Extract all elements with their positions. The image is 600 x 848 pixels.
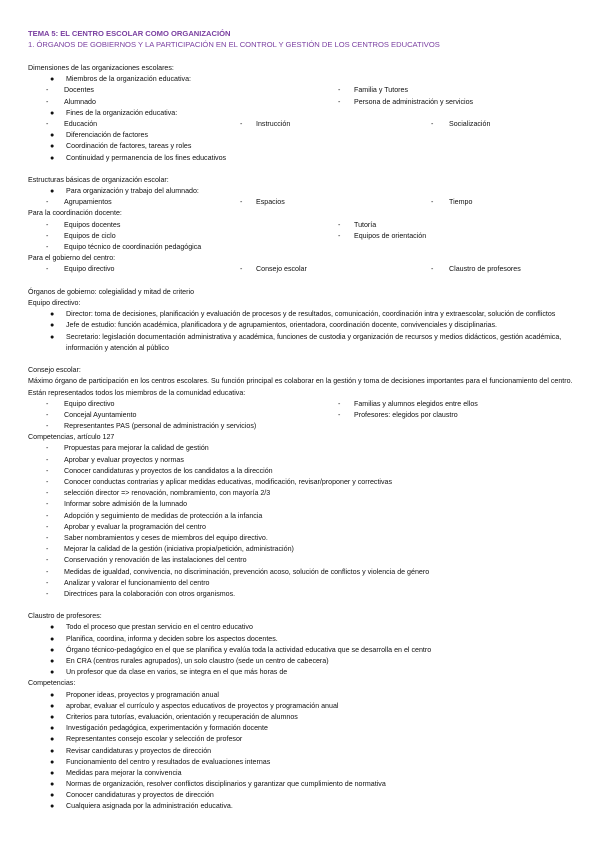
list-item <box>28 264 576 275</box>
list-item-text: Tiempo <box>449 198 473 207</box>
list-item-text: Órgano técnico-pedagógico en el que se planifica y evalúa toda la actividad educativa que se desarrolla en el centro <box>66 645 432 654</box>
bullet-marker: ● <box>50 712 55 721</box>
dash-marker: - <box>338 97 341 106</box>
list-item <box>28 712 576 723</box>
dash-marker: - <box>46 119 49 128</box>
bullet-marker: ● <box>50 142 55 151</box>
document-page <box>28 29 576 813</box>
section-heading: Estructuras básicas de organización escolar: <box>28 175 169 184</box>
dash-marker: - <box>46 478 49 487</box>
bullet-marker: ● <box>50 791 55 800</box>
dash-marker: - <box>46 220 49 229</box>
list-item-text: Diferenciación de factores <box>66 131 149 140</box>
list-item-text: Docentes <box>64 86 94 95</box>
subsection-heading: Para el gobierno del centro: <box>28 254 116 263</box>
dash-marker: - <box>240 119 243 128</box>
list-item-text: Todo el proceso que prestan servicio en el centro educativo <box>66 623 253 632</box>
list-item <box>28 488 576 499</box>
dash-marker: - <box>46 567 49 576</box>
list-item-text: Aprobar y evaluar la programación del centro <box>64 522 206 531</box>
bullet-marker: ● <box>50 75 55 84</box>
list-item-text: Revisar candidaturas y proyectos de dirección <box>66 746 212 755</box>
list-item <box>28 634 576 645</box>
list-item-text: Aprobar y evaluar proyectos y normas <box>64 455 184 464</box>
list-item <box>28 220 576 231</box>
dash-marker: - <box>46 86 49 95</box>
bullet-marker: ● <box>50 187 55 196</box>
list-item <box>28 320 576 331</box>
bullet-marker: ● <box>50 131 55 140</box>
list-item <box>28 578 576 589</box>
list-item <box>28 555 576 566</box>
list-item-text: Equipos docentes <box>64 220 121 229</box>
list-item-text: Conservación y renovación de las instalaciones del centro <box>64 556 247 565</box>
list-item-text: aprobar, evaluar el currículo y aspectos educativos de proyectos y programación anual <box>66 701 339 710</box>
list-item <box>28 455 576 466</box>
list-item-text: Cualquiera asignada por la administración educativa. <box>66 802 233 811</box>
list-item <box>28 768 576 779</box>
dash-marker: - <box>46 422 49 431</box>
list-item <box>28 790 576 801</box>
list-item <box>28 779 576 790</box>
dash-marker: - <box>338 410 341 419</box>
list-item-text: Familia y Tutores <box>354 86 409 95</box>
list-item-text: Saber nombramientos y ceses de miembros del equipo directivo. <box>64 533 268 542</box>
list-item-text: Concejal Ayuntamiento <box>64 410 137 419</box>
list-item-text: Claustro de profesores <box>449 265 521 274</box>
dash-marker: - <box>46 198 49 207</box>
dash-marker: - <box>240 198 243 207</box>
list-item <box>28 85 576 96</box>
bullet-marker: ● <box>50 657 55 666</box>
list-item-text: Educación <box>64 119 98 128</box>
bullet-marker: ● <box>50 634 55 643</box>
bullet-marker: ● <box>50 746 55 755</box>
dash-marker: - <box>338 220 341 229</box>
list-item-text: Director: toma de decisiones, planificación y evaluación de procesos y de resultados, comunicación, coordinación intra y extraescolar, solución de conflictos <box>66 310 556 319</box>
list-item-text: Equipo directivo <box>64 399 115 408</box>
list-item <box>28 801 576 812</box>
section-heading: Consejo escolar: <box>28 366 81 375</box>
subsection-heading: Competencias: <box>28 679 76 688</box>
bullet-marker: ● <box>50 645 55 654</box>
list-item <box>28 130 576 141</box>
bullet-marker: ● <box>50 802 55 811</box>
list-item-text: Instrucción <box>256 119 291 128</box>
list-item <box>28 410 576 421</box>
list-item-text: Medidas de igualdad, convivencia, no discriminación, prevención acoso, solución de conflictos y violencia de género <box>64 567 430 576</box>
list-item-text: Fines de la organización educativa: <box>66 108 178 117</box>
dash-marker: - <box>46 243 49 251</box>
list-item <box>28 141 576 152</box>
list-item <box>28 97 576 108</box>
dash-marker: - <box>46 399 49 408</box>
bullet-marker: ● <box>50 332 55 341</box>
list-item <box>28 701 576 712</box>
list-item <box>28 656 576 667</box>
list-item-text: Informar sobre admisión de la lumnado <box>64 500 188 509</box>
dash-marker: - <box>46 578 49 587</box>
dash-marker: - <box>431 119 434 128</box>
bullet-marker: ● <box>50 780 55 789</box>
list-item <box>28 667 576 678</box>
list-item-text: Medidas para mejorar la convivencia <box>66 768 182 777</box>
list-item <box>28 746 576 757</box>
list-item <box>28 332 576 354</box>
dash-marker: - <box>46 556 49 565</box>
dash-marker: - <box>46 589 49 598</box>
list-item-text: Persona de administración y servicios <box>354 97 474 106</box>
list-item <box>28 119 576 130</box>
dash-marker: - <box>46 410 49 419</box>
list-item <box>28 477 576 488</box>
list-item <box>28 74 576 85</box>
list-item <box>28 186 576 197</box>
list-item-text: Un profesor que da clase en varios, se integra en el que más horas de <box>66 668 288 677</box>
dash-marker: - <box>46 500 49 509</box>
dash-marker: - <box>240 265 243 274</box>
list-item-text: Miembros de la organización educativa: <box>66 75 191 84</box>
subsection-heading: Competencias, artículo 127 <box>28 433 115 442</box>
dash-marker: - <box>338 86 341 95</box>
document-subtitle: 1. ÓRGANOS DE GOBIERNOS Y LA PARTICIPACIÓN EN EL CONTROL Y GESTIÓN DE LOS CENTROS EDUCATIVOS <box>28 39 440 49</box>
list-item <box>28 533 576 544</box>
list-item <box>28 567 576 578</box>
list-item <box>28 466 576 477</box>
list-item <box>28 723 576 734</box>
list-item-text: Continuidad y permanencia de los fines educativos <box>66 153 227 162</box>
list-item-text: Representantes PAS (personal de administración y servicios) <box>64 422 257 431</box>
list-item <box>28 645 576 656</box>
bullet-marker: ● <box>50 153 55 162</box>
dash-marker: - <box>46 455 49 464</box>
list-item <box>28 197 576 208</box>
list-item <box>28 399 576 410</box>
bullet-marker: ● <box>50 757 55 766</box>
list-item-text: Normas de organización, resolver conflictos disciplinarios y garantizar que cumplimiento de normativa <box>66 780 386 789</box>
dash-marker: - <box>46 545 49 554</box>
list-item <box>28 544 576 555</box>
list-item-text: Conocer conductas contrarias y aplicar medidas educativas, modificación, revisar/proponer y correctivas <box>64 478 393 487</box>
list-item <box>28 242 576 253</box>
dash-marker: - <box>46 522 49 531</box>
list-item-text: Mejorar la calidad de la gestión (iniciativa propia/petición, administración) <box>64 545 294 554</box>
dash-marker: - <box>338 231 341 240</box>
list-item <box>28 734 576 745</box>
list-item-text: Jefe de estudio: función académica, planificadora y de agrupamientos, orientadora, coordinación docente, convivenciales y disciplinarias. <box>66 321 498 330</box>
bullet-marker: ● <box>50 310 55 319</box>
list-item-text: Funcionamiento del centro y resultados de evaluaciones internas <box>66 757 271 766</box>
list-item <box>28 108 576 119</box>
list-item-text: Espacios <box>256 198 285 207</box>
dash-marker: - <box>46 533 49 542</box>
consejo-competencias-list <box>28 443 576 600</box>
section-heading: Claustro de profesores: <box>28 612 102 621</box>
list-item-text: Equipo directivo <box>64 265 115 274</box>
list-item-text: Familias y alumnos elegidos entre ellos <box>354 399 478 408</box>
subsection-heading: Para la coordinación docente: <box>28 209 122 218</box>
list-item-text: Tutoría <box>354 220 377 229</box>
list-item-text: Socialización <box>449 119 491 128</box>
bullet-marker: ● <box>50 768 55 777</box>
list-item <box>28 511 576 522</box>
list-item <box>28 231 576 242</box>
list-item-text: En CRA (centros rurales agrupados), un solo claustro (sede un centro de cabecera) <box>66 657 329 666</box>
list-item-text: Secretario: legislación documentación administrativa y académica, funciones de custodia y organización de recursos y medios didácticos, gestión académica, información y atención al público <box>66 332 562 352</box>
bullet-marker: ● <box>50 108 55 117</box>
list-item-text: Analizar y valorar el funcionamiento del centro <box>64 578 210 587</box>
list-item-text: Coordinación de factores, tareas y roles <box>66 142 192 151</box>
bullet-marker: ● <box>50 668 55 677</box>
list-item-text: Equipos de orientación <box>354 231 427 240</box>
list-item <box>28 757 576 768</box>
dash-marker: - <box>46 466 49 475</box>
list-item-text: Conocer candidaturas y proyectos de dirección <box>66 791 214 800</box>
paragraph: Máximo órgano de participación en los centros escolares. Su función principal es colaborar en la gestión y toma de decisiones importantes para el funcionamiento del centro. Están representados todos los miembros de la comunidad educativa: <box>28 377 573 397</box>
list-item-text: Directrices para la colaboración con otros organismos. <box>64 589 236 598</box>
list-item <box>28 421 576 432</box>
dash-marker: - <box>46 265 49 274</box>
document-title: TEMA 5: EL CENTRO ESCOLAR COMO ORGANIZACIÓN <box>28 29 231 38</box>
list-item <box>28 443 576 454</box>
list-item-text: selección director => renovación, nombramiento, con mayoría 2/3 <box>64 489 271 498</box>
section-heading: Órganos de gobierno: colegialidad y mitad de criterio <box>28 287 195 296</box>
list-item-text: Para organización y trabajo del alumnado: <box>66 187 199 196</box>
list-item-text: Equipos de ciclo <box>64 231 116 240</box>
list-item-text: Alumnado <box>64 97 96 106</box>
dash-marker: - <box>431 265 434 274</box>
list-item-text: Representantes consejo escolar y selección de profesor <box>66 735 243 744</box>
dash-marker: - <box>46 231 49 240</box>
subsection-heading: Equipo directivo: <box>28 298 81 307</box>
bullet-marker: ● <box>50 623 55 632</box>
list-item <box>28 622 576 633</box>
bullet-marker: ● <box>50 701 55 710</box>
claustro-list <box>28 622 576 678</box>
list-item <box>28 309 576 320</box>
list-item-text: Propuestas para mejorar la calidad de gestión <box>64 444 209 453</box>
list-item <box>28 153 576 164</box>
list-item <box>28 589 576 600</box>
dash-marker: - <box>338 399 341 408</box>
section-heading: Dimensiones de las organizaciones escolares: <box>28 64 174 72</box>
list-item-text: Investigación pedagógica, experimentación y formación docente <box>66 724 268 733</box>
list-item-text: Consejo escolar <box>256 265 307 274</box>
dash-marker: - <box>46 489 49 498</box>
list-item-text: Criterios para tutorías, evaluación, orientación y recuperación de alumnos <box>66 712 298 721</box>
list-item-text: Equipo técnico de coordinación pedagógica <box>64 243 202 251</box>
list-item <box>28 499 576 510</box>
dash-marker: - <box>46 97 49 106</box>
list-item-text: Proponer ideas, proyectos y programación anual <box>66 690 219 699</box>
list-item-text: Agrupamientos <box>64 198 112 207</box>
list-item <box>28 522 576 533</box>
list-item-text: Adopción y seguimiento de medidas de protección a la infancia <box>64 511 263 520</box>
bullet-marker: ● <box>50 690 55 699</box>
list-item <box>28 690 576 701</box>
dash-marker: - <box>46 511 49 520</box>
bullet-marker: ● <box>50 735 55 744</box>
claustro-competencias-list <box>28 690 576 813</box>
list-item-text: Conocer candidaturas y proyectos de los candidatos a la dirección <box>64 466 273 475</box>
dash-marker: - <box>46 444 49 453</box>
dash-marker: - <box>431 198 434 207</box>
list-item-text: Planifica, coordina, informa y deciden sobre los aspectos docentes. <box>66 634 278 643</box>
list-item-text: Profesores: elegidos por claustro <box>354 410 458 419</box>
bullet-marker: ● <box>50 321 55 330</box>
bullet-marker: ● <box>50 724 55 733</box>
